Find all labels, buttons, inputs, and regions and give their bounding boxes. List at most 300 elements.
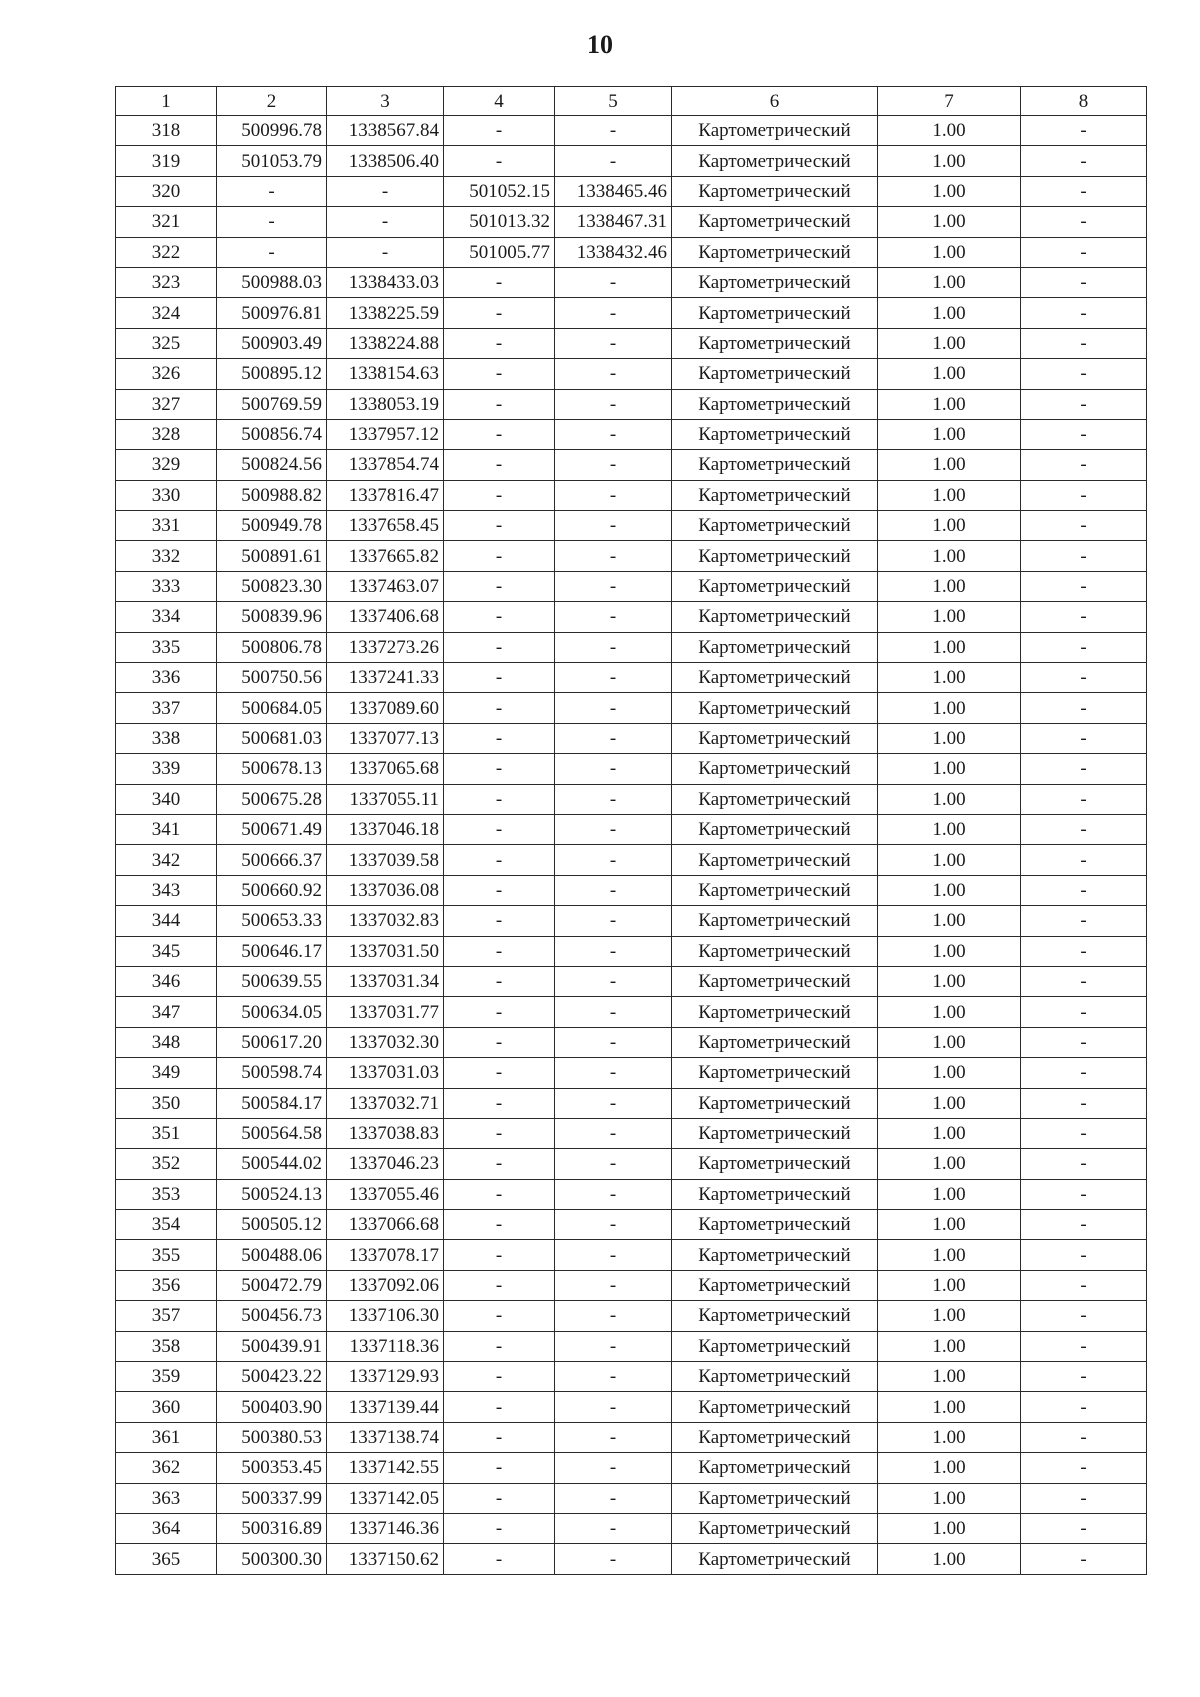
method-cell: Картометрический [672, 754, 878, 784]
accuracy-cell: 1.00 [878, 723, 1021, 753]
accuracy-cell: 1.00 [878, 906, 1021, 936]
x-coordinate-alt-cell: - [444, 1058, 555, 1088]
y-coordinate-alt-cell: 1338432.46 [555, 237, 672, 267]
table-row [116, 845, 1147, 875]
method-cell: Картометрический [672, 1513, 878, 1543]
y-coordinate-alt-cell: - [555, 1301, 672, 1331]
x-coordinate-alt-cell: - [444, 389, 555, 419]
accuracy-cell: 1.00 [878, 1331, 1021, 1361]
point-number-cell: 335 [116, 632, 217, 662]
accuracy-cell: 1.00 [878, 389, 1021, 419]
note-cell: - [1021, 997, 1147, 1027]
x-coordinate-alt-cell: - [444, 693, 555, 723]
point-number-cell: 350 [116, 1088, 217, 1118]
method-cell: Картометрический [672, 693, 878, 723]
point-number-cell: 325 [116, 328, 217, 358]
method-cell: Картометрический [672, 571, 878, 601]
table-row [116, 1544, 1147, 1574]
point-number-cell: 323 [116, 267, 217, 297]
note-cell: - [1021, 1392, 1147, 1422]
point-number-cell: 354 [116, 1210, 217, 1240]
method-cell: Картометрический [672, 663, 878, 693]
page-number: 10 [587, 30, 613, 59]
x-coordinate-alt-cell: - [444, 936, 555, 966]
accuracy-cell: 1.00 [878, 207, 1021, 237]
y-coordinate-cell: 1337658.45 [327, 511, 444, 541]
y-coordinate-cell: 1337142.05 [327, 1483, 444, 1513]
note-cell: - [1021, 845, 1147, 875]
method-cell: Картометрический [672, 997, 878, 1027]
table-row [116, 419, 1147, 449]
x-coordinate-cell: 500988.03 [217, 267, 327, 297]
point-number-cell: 326 [116, 359, 217, 389]
method-cell: Картометрический [672, 450, 878, 480]
note-cell: - [1021, 298, 1147, 328]
x-coordinate-alt-cell: - [444, 1179, 555, 1209]
note-cell: - [1021, 359, 1147, 389]
table-row [116, 906, 1147, 936]
x-coordinate-alt-cell: - [444, 1453, 555, 1483]
point-number-cell: 334 [116, 602, 217, 632]
x-coordinate-alt-cell: - [444, 875, 555, 905]
accuracy-cell: 1.00 [878, 1544, 1021, 1574]
y-coordinate-alt-cell: - [555, 784, 672, 814]
point-number-cell: 361 [116, 1422, 217, 1452]
x-coordinate-cell: 500996.78 [217, 116, 327, 146]
x-coordinate-cell: 500639.55 [217, 966, 327, 996]
table-header-row [116, 87, 1147, 116]
accuracy-cell: 1.00 [878, 814, 1021, 844]
y-coordinate-alt-cell: - [555, 298, 672, 328]
note-cell: - [1021, 1513, 1147, 1543]
y-coordinate-cell: 1338224.88 [327, 328, 444, 358]
y-coordinate-cell: 1337066.68 [327, 1210, 444, 1240]
note-cell: - [1021, 1483, 1147, 1513]
method-cell: Картометрический [672, 1301, 878, 1331]
accuracy-cell: 1.00 [878, 480, 1021, 510]
y-coordinate-alt-cell: - [555, 571, 672, 601]
table-row [116, 1149, 1147, 1179]
x-coordinate-alt-cell: - [444, 1392, 555, 1422]
table-body [116, 116, 1147, 1575]
y-coordinate-cell: 1337139.44 [327, 1392, 444, 1422]
point-number-cell: 340 [116, 784, 217, 814]
accuracy-cell: 1.00 [878, 267, 1021, 297]
method-cell: Картометрический [672, 176, 878, 206]
note-cell: - [1021, 754, 1147, 784]
x-coordinate-cell: 500839.96 [217, 602, 327, 632]
y-coordinate-cell: 1337065.68 [327, 754, 444, 784]
method-cell: Картометрический [672, 511, 878, 541]
method-cell: Картометрический [672, 359, 878, 389]
method-cell: Картометрический [672, 1453, 878, 1483]
x-coordinate-alt-cell: - [444, 541, 555, 571]
note-cell: - [1021, 541, 1147, 571]
x-coordinate-cell: 500949.78 [217, 511, 327, 541]
x-coordinate-cell: 500353.45 [217, 1453, 327, 1483]
point-number-cell: 351 [116, 1118, 217, 1148]
note-cell: - [1021, 116, 1147, 146]
accuracy-cell: 1.00 [878, 1483, 1021, 1513]
x-coordinate-cell: 500300.30 [217, 1544, 327, 1574]
x-coordinate-alt-cell: - [444, 1118, 555, 1148]
note-cell: - [1021, 1118, 1147, 1148]
accuracy-cell: 1.00 [878, 298, 1021, 328]
y-coordinate-alt-cell: - [555, 511, 672, 541]
method-cell: Картометрический [672, 966, 878, 996]
x-coordinate-alt-cell: - [444, 602, 555, 632]
y-coordinate-cell: 1337142.55 [327, 1453, 444, 1483]
note-cell: - [1021, 1301, 1147, 1331]
y-coordinate-cell: 1337055.11 [327, 784, 444, 814]
accuracy-cell: 1.00 [878, 845, 1021, 875]
table-row [116, 116, 1147, 146]
x-coordinate-cell: 500769.59 [217, 389, 327, 419]
y-coordinate-cell: 1337854.74 [327, 450, 444, 480]
y-coordinate-cell: - [327, 237, 444, 267]
y-coordinate-alt-cell: - [555, 723, 672, 753]
point-number-cell: 345 [116, 936, 217, 966]
y-coordinate-alt-cell: - [555, 632, 672, 662]
note-cell: - [1021, 146, 1147, 176]
accuracy-cell: 1.00 [878, 1301, 1021, 1331]
column-header: 6 [672, 87, 878, 116]
y-coordinate-cell: 1337031.34 [327, 966, 444, 996]
method-cell: Картометрический [672, 1027, 878, 1057]
y-coordinate-cell: 1337032.83 [327, 906, 444, 936]
x-coordinate-cell: 500806.78 [217, 632, 327, 662]
note-cell: - [1021, 602, 1147, 632]
note-cell: - [1021, 1088, 1147, 1118]
table-row [116, 966, 1147, 996]
y-coordinate-alt-cell: - [555, 1027, 672, 1057]
coordinates-table [115, 86, 1147, 1575]
point-number-cell: 346 [116, 966, 217, 996]
column-header: 3 [327, 87, 444, 116]
point-number-cell: 331 [116, 511, 217, 541]
y-coordinate-alt-cell: - [555, 1483, 672, 1513]
x-coordinate-cell: 500380.53 [217, 1422, 327, 1452]
point-number-cell: 318 [116, 116, 217, 146]
x-coordinate-cell: 500505.12 [217, 1210, 327, 1240]
y-coordinate-cell: 1337032.30 [327, 1027, 444, 1057]
y-coordinate-cell: - [327, 207, 444, 237]
table-row [116, 207, 1147, 237]
table-row [116, 571, 1147, 601]
accuracy-cell: 1.00 [878, 146, 1021, 176]
y-coordinate-alt-cell: - [555, 814, 672, 844]
note-cell: - [1021, 906, 1147, 936]
accuracy-cell: 1.00 [878, 237, 1021, 267]
x-coordinate-alt-cell: - [444, 359, 555, 389]
method-cell: Картометрический [672, 936, 878, 966]
point-number-cell: 337 [116, 693, 217, 723]
method-cell: Картометрический [672, 845, 878, 875]
y-coordinate-alt-cell: - [555, 1088, 672, 1118]
table-row [116, 1513, 1147, 1543]
method-cell: Картометрический [672, 1179, 878, 1209]
table-row [116, 1179, 1147, 1209]
y-coordinate-alt-cell: - [555, 875, 672, 905]
y-coordinate-alt-cell: - [555, 328, 672, 358]
table-row [116, 1422, 1147, 1452]
table-row [116, 146, 1147, 176]
x-coordinate-cell: 500660.92 [217, 875, 327, 905]
y-coordinate-alt-cell: - [555, 693, 672, 723]
x-coordinate-cell: 500891.61 [217, 541, 327, 571]
point-number-cell: 324 [116, 298, 217, 328]
y-coordinate-alt-cell: - [555, 1362, 672, 1392]
point-number-cell: 327 [116, 389, 217, 419]
x-coordinate-alt-cell: - [444, 1240, 555, 1270]
x-coordinate-cell: 500456.73 [217, 1301, 327, 1331]
point-number-cell: 319 [116, 146, 217, 176]
x-coordinate-cell: 500316.89 [217, 1513, 327, 1543]
x-coordinate-alt-cell: - [444, 571, 555, 601]
y-coordinate-cell: 1337150.62 [327, 1544, 444, 1574]
y-coordinate-cell: 1337146.36 [327, 1513, 444, 1543]
note-cell: - [1021, 450, 1147, 480]
x-coordinate-alt-cell: - [444, 1149, 555, 1179]
x-coordinate-cell: 500666.37 [217, 845, 327, 875]
accuracy-cell: 1.00 [878, 632, 1021, 662]
x-coordinate-alt-cell: - [444, 1210, 555, 1240]
y-coordinate-cell: 1337241.33 [327, 663, 444, 693]
method-cell: Картометрический [672, 146, 878, 176]
point-number-cell: 355 [116, 1240, 217, 1270]
accuracy-cell: 1.00 [878, 693, 1021, 723]
method-cell: Картометрический [672, 541, 878, 571]
note-cell: - [1021, 814, 1147, 844]
x-coordinate-cell: 500472.79 [217, 1270, 327, 1300]
point-number-cell: 365 [116, 1544, 217, 1574]
x-coordinate-cell: 500564.58 [217, 1118, 327, 1148]
note-cell: - [1021, 1210, 1147, 1240]
column-header: 8 [1021, 87, 1147, 116]
table-row [116, 1118, 1147, 1148]
table-row [116, 1240, 1147, 1270]
y-coordinate-cell: 1337031.50 [327, 936, 444, 966]
accuracy-cell: 1.00 [878, 1210, 1021, 1240]
table-row [116, 1331, 1147, 1361]
y-coordinate-cell: 1337077.13 [327, 723, 444, 753]
method-cell: Картометрический [672, 602, 878, 632]
note-cell: - [1021, 784, 1147, 814]
x-coordinate-cell: 500617.20 [217, 1027, 327, 1057]
x-coordinate-cell: 500634.05 [217, 997, 327, 1027]
y-coordinate-cell: 1337118.36 [327, 1331, 444, 1361]
accuracy-cell: 1.00 [878, 328, 1021, 358]
point-number-cell: 328 [116, 419, 217, 449]
y-coordinate-alt-cell: 1338465.46 [555, 176, 672, 206]
x-coordinate-alt-cell: - [444, 1027, 555, 1057]
y-coordinate-alt-cell: - [555, 1210, 672, 1240]
point-number-cell: 364 [116, 1513, 217, 1543]
y-coordinate-alt-cell: - [555, 450, 672, 480]
x-coordinate-cell: 500856.74 [217, 419, 327, 449]
y-coordinate-cell: 1337816.47 [327, 480, 444, 510]
y-coordinate-alt-cell: - [555, 1118, 672, 1148]
note-cell: - [1021, 419, 1147, 449]
y-coordinate-alt-cell: 1338467.31 [555, 207, 672, 237]
table-row [116, 1301, 1147, 1331]
table-row [116, 814, 1147, 844]
y-coordinate-cell: 1337031.03 [327, 1058, 444, 1088]
x-coordinate-cell: 500976.81 [217, 298, 327, 328]
x-coordinate-alt-cell: - [444, 663, 555, 693]
table-row [116, 997, 1147, 1027]
x-coordinate-cell: 501053.79 [217, 146, 327, 176]
table-row [116, 1270, 1147, 1300]
x-coordinate-alt-cell: - [444, 906, 555, 936]
point-number-cell: 357 [116, 1301, 217, 1331]
y-coordinate-cell: 1337046.18 [327, 814, 444, 844]
y-coordinate-alt-cell: - [555, 1544, 672, 1574]
x-coordinate-cell: 500681.03 [217, 723, 327, 753]
method-cell: Картометрический [672, 480, 878, 510]
note-cell: - [1021, 237, 1147, 267]
table-row [116, 389, 1147, 419]
method-cell: Картометрический [672, 1240, 878, 1270]
accuracy-cell: 1.00 [878, 1392, 1021, 1422]
x-coordinate-alt-cell: - [444, 1331, 555, 1361]
point-number-cell: 321 [116, 207, 217, 237]
note-cell: - [1021, 663, 1147, 693]
accuracy-cell: 1.00 [878, 936, 1021, 966]
y-coordinate-alt-cell: - [555, 359, 672, 389]
point-number-cell: 339 [116, 754, 217, 784]
y-coordinate-alt-cell: - [555, 997, 672, 1027]
y-coordinate-cell: 1337406.68 [327, 602, 444, 632]
accuracy-cell: 1.00 [878, 1240, 1021, 1270]
accuracy-cell: 1.00 [878, 1270, 1021, 1300]
x-coordinate-alt-cell: 501052.15 [444, 176, 555, 206]
y-coordinate-alt-cell: - [555, 1331, 672, 1361]
accuracy-cell: 1.00 [878, 754, 1021, 784]
accuracy-cell: 1.00 [878, 359, 1021, 389]
method-cell: Картометрический [672, 784, 878, 814]
table-row [116, 632, 1147, 662]
point-number-cell: 322 [116, 237, 217, 267]
point-number-cell: 329 [116, 450, 217, 480]
y-coordinate-cell: 1337092.06 [327, 1270, 444, 1300]
method-cell: Картометрический [672, 1058, 878, 1088]
x-coordinate-alt-cell: - [444, 267, 555, 297]
y-coordinate-alt-cell: - [555, 845, 672, 875]
note-cell: - [1021, 1058, 1147, 1088]
point-number-cell: 330 [116, 480, 217, 510]
x-coordinate-alt-cell: - [444, 116, 555, 146]
y-coordinate-alt-cell: - [555, 1392, 672, 1422]
note-cell: - [1021, 511, 1147, 541]
y-coordinate-alt-cell: - [555, 663, 672, 693]
note-cell: - [1021, 1270, 1147, 1300]
point-number-cell: 363 [116, 1483, 217, 1513]
x-coordinate-cell: 500684.05 [217, 693, 327, 723]
point-number-cell: 343 [116, 875, 217, 905]
x-coordinate-alt-cell: - [444, 1544, 555, 1574]
accuracy-cell: 1.00 [878, 176, 1021, 206]
note-cell: - [1021, 1179, 1147, 1209]
y-coordinate-cell: 1338433.03 [327, 267, 444, 297]
x-coordinate-cell: 500988.82 [217, 480, 327, 510]
table-row [116, 1058, 1147, 1088]
y-coordinate-alt-cell: - [555, 1453, 672, 1483]
point-number-cell: 336 [116, 663, 217, 693]
note-cell: - [1021, 1453, 1147, 1483]
note-cell: - [1021, 632, 1147, 662]
x-coordinate-cell: - [217, 237, 327, 267]
x-coordinate-alt-cell: - [444, 966, 555, 996]
column-header: 2 [217, 87, 327, 116]
x-coordinate-cell: 500750.56 [217, 663, 327, 693]
accuracy-cell: 1.00 [878, 875, 1021, 905]
y-coordinate-cell: 1337665.82 [327, 541, 444, 571]
accuracy-cell: 1.00 [878, 419, 1021, 449]
x-coordinate-alt-cell: - [444, 1301, 555, 1331]
point-number-cell: 338 [116, 723, 217, 753]
x-coordinate-alt-cell: - [444, 1362, 555, 1392]
table-row [116, 298, 1147, 328]
x-coordinate-alt-cell: - [444, 511, 555, 541]
point-number-cell: 353 [116, 1179, 217, 1209]
y-coordinate-cell: 1337078.17 [327, 1240, 444, 1270]
table-row [116, 267, 1147, 297]
y-coordinate-cell: 1338154.63 [327, 359, 444, 389]
method-cell: Картометрический [672, 723, 878, 753]
accuracy-cell: 1.00 [878, 1453, 1021, 1483]
table-row [116, 450, 1147, 480]
x-coordinate-alt-cell: - [444, 146, 555, 176]
table-row [116, 784, 1147, 814]
accuracy-cell: 1.00 [878, 784, 1021, 814]
x-coordinate-cell: 500653.33 [217, 906, 327, 936]
y-coordinate-alt-cell: - [555, 906, 672, 936]
column-header: 7 [878, 87, 1021, 116]
y-coordinate-alt-cell: - [555, 966, 672, 996]
point-number-cell: 341 [116, 814, 217, 844]
x-coordinate-alt-cell: - [444, 723, 555, 753]
accuracy-cell: 1.00 [878, 571, 1021, 601]
table-row [116, 723, 1147, 753]
method-cell: Картометрический [672, 389, 878, 419]
table-row [116, 237, 1147, 267]
x-coordinate-cell: 500895.12 [217, 359, 327, 389]
y-coordinate-alt-cell: - [555, 1422, 672, 1452]
note-cell: - [1021, 1422, 1147, 1452]
note-cell: - [1021, 480, 1147, 510]
y-coordinate-alt-cell: - [555, 936, 672, 966]
x-coordinate-cell: 500646.17 [217, 936, 327, 966]
accuracy-cell: 1.00 [878, 116, 1021, 146]
y-coordinate-cell: 1337106.30 [327, 1301, 444, 1331]
x-coordinate-cell: 500678.13 [217, 754, 327, 784]
accuracy-cell: 1.00 [878, 1179, 1021, 1209]
method-cell: Картометрический [672, 1544, 878, 1574]
method-cell: Картометрический [672, 207, 878, 237]
x-coordinate-alt-cell: - [444, 1513, 555, 1543]
y-coordinate-alt-cell: - [555, 146, 672, 176]
y-coordinate-cell: 1337957.12 [327, 419, 444, 449]
table-row [116, 1453, 1147, 1483]
table-row [116, 176, 1147, 206]
y-coordinate-alt-cell: - [555, 1513, 672, 1543]
x-coordinate-alt-cell: - [444, 997, 555, 1027]
x-coordinate-alt-cell: - [444, 450, 555, 480]
table-row [116, 1027, 1147, 1057]
point-number-cell: 352 [116, 1149, 217, 1179]
accuracy-cell: 1.00 [878, 1149, 1021, 1179]
